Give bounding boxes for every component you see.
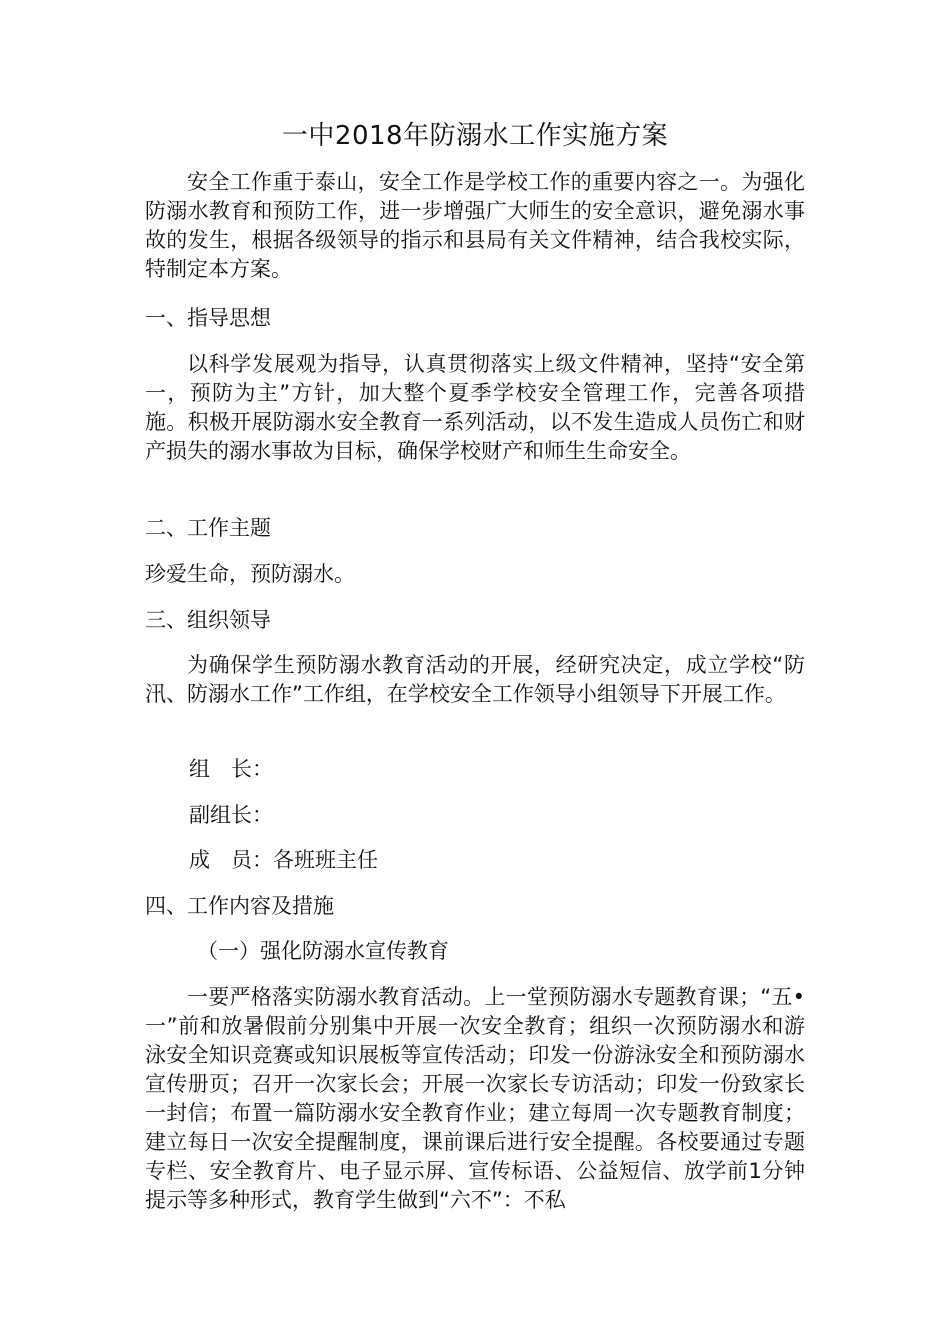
section-paragraph: 为确保学生预防溺水教育活动的开展，经研究决定，成立学校“防汛、防溺水工作”工作组，在学校安全工作领导小组领导下开展工作。	[145, 653, 805, 706]
section-2-block	[145, 560, 805, 589]
section-paragraph: 以科学发展观为指导，认真贯彻落实上级文件精神，坚持“安全第一，预防为主”方针，加大整个夏季学校安全管理工作，完善各项措施。积极开展防溺水安全教育一系列活动，以不发生造成人员伤亡和财产损失的溺水事故为目标，确保学校财产和师生生命安全。	[145, 352, 805, 463]
members-line	[145, 846, 805, 875]
vice-group-leader: 副组长：	[189, 803, 273, 827]
section-1-block	[145, 350, 805, 466]
intro-block	[145, 168, 805, 284]
intro-paragraph: 安全工作重于泰山，安全工作是学校工作的重要内容之一。为强化防溺水教育和预防工作，进一步增强广大师生的安全意识，避免溺水事故的发生，根据各级领导的指示和县局有关文件精神，结合我校实际，特制定本方案。	[145, 170, 805, 281]
document-title: 一中2018年防溺水工作实施方案	[281, 121, 669, 151]
section-heading: 一、指导思想	[145, 306, 271, 330]
section-heading: 四、工作内容及措施	[145, 894, 334, 918]
section-3-block	[145, 651, 805, 709]
section-heading: 二、工作主题	[145, 516, 271, 540]
section-1-heading-block	[145, 304, 805, 333]
leader-line	[145, 755, 805, 784]
section-paragraph: 一要严格落实防溺水教育活动。上一堂预防溺水专题教育课；“五•一”前和放暑假前分别集中开展一次安全教育；组织一次预防溺水和游泳安全知识竞赛或知识展板等宣传活动；印发一份游泳安全和预防溺水宣传册页；召开一次家长会；开展一次家长专访活动；印发一份致家长一封信；布置一篇防溺水安全教育作业；建立每周一次专题教育制度；建立每日一次安全提醒制度，课前课后进行安全提醒。各校要通过专题专栏、安全教育片、电子显示屏、宣传标语、公益短信、放学前1分钟提示等多种形式，教育学生做到“六不”：不私	[145, 985, 805, 1212]
section-4-sub-block	[145, 937, 805, 966]
subsection-heading: （一）强化防溺水宣传教育	[197, 939, 449, 963]
section-3-heading-block	[145, 606, 805, 635]
section-heading: 三、组织领导	[145, 608, 271, 632]
section-4-block	[145, 983, 805, 1215]
vice-leader-line	[145, 801, 805, 830]
group-members: 成 员：各班班主任	[189, 848, 378, 872]
section-4-heading-block	[145, 892, 805, 921]
group-leader: 组 长：	[189, 757, 273, 781]
section-paragraph: 珍爱生命，预防溺水。	[145, 562, 355, 586]
section-2-heading-block	[145, 514, 805, 543]
